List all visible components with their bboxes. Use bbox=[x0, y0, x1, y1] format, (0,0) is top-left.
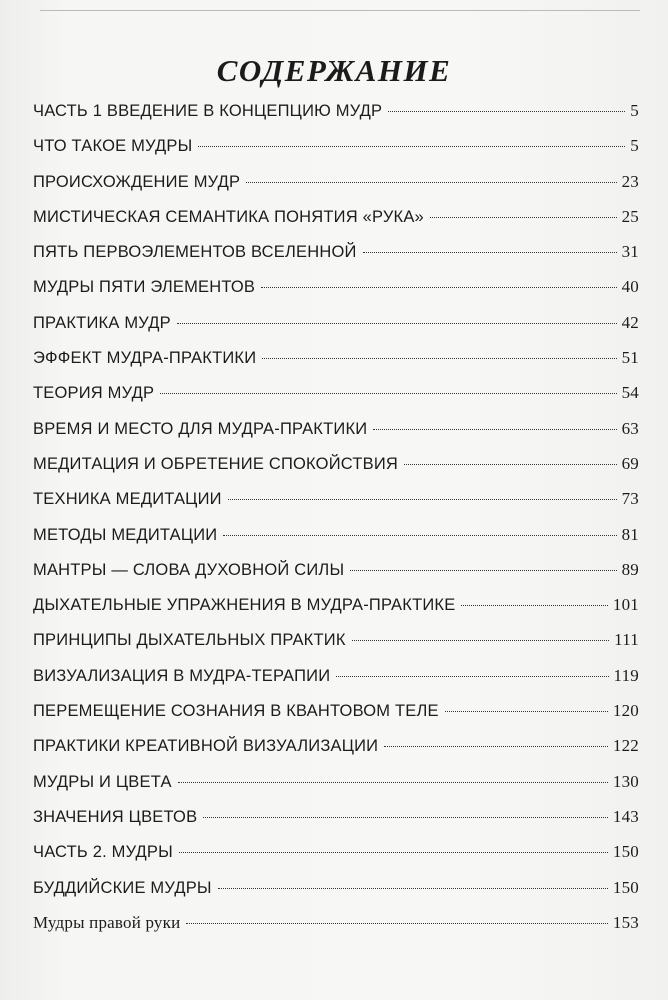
toc-page-number: 119 bbox=[613, 665, 639, 685]
toc-entry-label: МУДРЫ ПЯТИ ЭЛЕМЕНТОВ bbox=[33, 278, 256, 297]
toc-page-number: 31 bbox=[621, 242, 639, 262]
page-title: СОДЕРЖАНИЕ bbox=[216, 52, 452, 88]
dot-leader bbox=[203, 817, 608, 818]
dot-leader bbox=[388, 111, 625, 112]
header-rule bbox=[40, 10, 640, 11]
toc-page-number: 153 bbox=[612, 912, 639, 932]
toc-page-number: 150 bbox=[612, 877, 639, 897]
toc-entry bbox=[33, 913, 639, 948]
toc-page-number: 5 bbox=[630, 136, 639, 156]
toc-page-number: 25 bbox=[621, 206, 639, 226]
toc-entry-label: ЭФФЕКТ МУДРА-ПРАКТИКИ bbox=[33, 349, 257, 368]
dot-leader bbox=[373, 429, 616, 430]
toc-entry-label: ПРАКТИКА МУДР bbox=[33, 313, 171, 332]
toc-entry-label: ДЫХАТЕЛЬНЫЕ УПРАЖНЕНИЯ В МУДРА-ПРАКТИКЕ bbox=[33, 596, 456, 615]
dot-leader bbox=[430, 217, 617, 218]
dot-leader bbox=[228, 499, 617, 500]
toc-entry bbox=[33, 277, 639, 312]
toc-entry bbox=[33, 207, 639, 242]
toc-entry-label: ПРОИСХОЖДЕНИЕ МУДР bbox=[33, 172, 241, 191]
toc-entry bbox=[33, 419, 639, 454]
toc-page-number: 40 bbox=[621, 277, 639, 297]
dot-leader bbox=[261, 287, 616, 288]
toc-entry bbox=[33, 595, 639, 630]
table-of-contents bbox=[33, 101, 639, 948]
dot-leader bbox=[179, 852, 608, 853]
toc-entry-label: ВИЗУАЛИЗАЦИЯ В МУДРА-ТЕРАПИИ bbox=[33, 666, 331, 685]
toc-page-number: 5 bbox=[630, 101, 639, 120]
toc-entry-label: ЧАСТЬ 2. МУДРЫ bbox=[33, 843, 173, 862]
toc-page-number: 63 bbox=[621, 418, 639, 438]
toc-entry bbox=[33, 101, 639, 136]
toc-entry-label: ТЕХНИКА МЕДИТАЦИИ bbox=[33, 490, 222, 509]
toc-page-number: 120 bbox=[612, 701, 639, 721]
toc-entry bbox=[33, 736, 639, 771]
toc-entry bbox=[33, 878, 639, 913]
toc-entry bbox=[33, 525, 639, 560]
toc-page-number: 111 bbox=[614, 630, 639, 650]
toc-entry-label: МЕДИТАЦИЯ И ОБРЕТЕНИЕ СПОКОЙСТВИЯ bbox=[33, 454, 399, 473]
toc-entry-label: Мудры правой руки bbox=[33, 912, 181, 932]
toc-page-number: 69 bbox=[621, 453, 639, 473]
toc-entry bbox=[33, 172, 639, 207]
toc-page-number: 143 bbox=[612, 806, 639, 826]
toc-entry-label: ПРАКТИКИ КРЕАТИВНОЙ ВИЗУАЛИЗАЦИИ bbox=[33, 737, 379, 756]
toc-entry-label: МЕТОДЫ МЕДИТАЦИИ bbox=[33, 525, 218, 544]
toc-entry-label: ВРЕМЯ И МЕСТО ДЛЯ МУДРА-ПРАКТИКИ bbox=[33, 419, 368, 438]
toc-entry-label: ПЕРЕМЕЩЕНИЕ СОЗНАНИЯ В КВАНТОВОМ ТЕЛЕ bbox=[33, 702, 439, 721]
toc-entry-label: ЧТО ТАКОЕ МУДРЫ bbox=[33, 137, 193, 156]
dot-leader bbox=[461, 605, 607, 606]
toc-entry bbox=[33, 348, 639, 383]
toc-entry bbox=[33, 242, 639, 277]
toc-entry-label: МУДРЫ И ЦВЕТА bbox=[33, 772, 172, 791]
toc-page-number: 89 bbox=[621, 559, 639, 579]
toc-page-number: 130 bbox=[612, 771, 639, 791]
toc-entry-label: ЧАСТЬ 1 ВВЕДЕНИЕ В КОНЦЕПЦИЮ МУДР bbox=[33, 102, 383, 120]
toc-entry-label: БУДДИЙСКИЕ МУДРЫ bbox=[33, 878, 212, 897]
dot-leader bbox=[198, 146, 625, 147]
dot-leader bbox=[246, 182, 616, 183]
toc-entry bbox=[33, 701, 639, 736]
toc-entry bbox=[33, 383, 639, 418]
dot-leader bbox=[384, 746, 608, 747]
toc-entry-label: ПЯТЬ ПЕРВОЭЛЕМЕНТОВ ВСЕЛЕННОЙ bbox=[33, 243, 357, 262]
toc-entry bbox=[33, 630, 639, 665]
toc-page-number: 122 bbox=[612, 736, 639, 756]
toc-page-number: 23 bbox=[621, 171, 639, 191]
toc-page-number: 54 bbox=[621, 383, 639, 403]
dot-leader bbox=[160, 393, 616, 394]
toc-entry bbox=[33, 136, 639, 171]
dot-leader bbox=[336, 676, 608, 677]
dot-leader bbox=[218, 888, 608, 889]
toc-page-number: 51 bbox=[621, 348, 639, 368]
toc-page-number: 150 bbox=[612, 842, 639, 862]
dot-leader bbox=[363, 252, 617, 253]
toc-entry bbox=[33, 807, 639, 842]
dot-leader bbox=[178, 782, 608, 783]
toc-entry bbox=[33, 772, 639, 807]
toc-entry-label: МИСТИЧЕСКАЯ СЕМАНТИКА ПОНЯТИЯ «РУКА» bbox=[33, 207, 424, 226]
dot-leader bbox=[352, 640, 610, 641]
dot-leader bbox=[404, 464, 617, 465]
toc-entry bbox=[33, 313, 639, 348]
toc-entry bbox=[33, 454, 639, 489]
dot-leader bbox=[262, 358, 616, 359]
toc-page-number: 81 bbox=[621, 524, 639, 544]
toc-entry bbox=[33, 560, 639, 595]
dot-leader bbox=[223, 535, 616, 536]
dot-leader bbox=[186, 923, 608, 924]
toc-page-number: 101 bbox=[612, 595, 639, 615]
toc-entry bbox=[33, 666, 639, 701]
toc-entry-label: ПРИНЦИПЫ ДЫХАТЕЛЬНЫХ ПРАКТИК bbox=[33, 631, 346, 650]
dot-leader bbox=[177, 323, 617, 324]
dot-leader bbox=[445, 711, 608, 712]
toc-entry-label: ЗНАЧЕНИЯ ЦВЕТОВ bbox=[33, 807, 198, 826]
dot-leader bbox=[350, 570, 616, 571]
toc-page-number: 42 bbox=[621, 312, 639, 332]
toc-entry bbox=[33, 842, 639, 877]
toc-entry-label: МАНТРЫ — СЛОВА ДУХОВНОЙ СИЛЫ bbox=[33, 560, 345, 579]
toc-entry-label: ТЕОРИЯ МУДР bbox=[33, 384, 155, 403]
toc-page-number: 73 bbox=[621, 489, 639, 509]
toc-entry bbox=[33, 489, 639, 524]
